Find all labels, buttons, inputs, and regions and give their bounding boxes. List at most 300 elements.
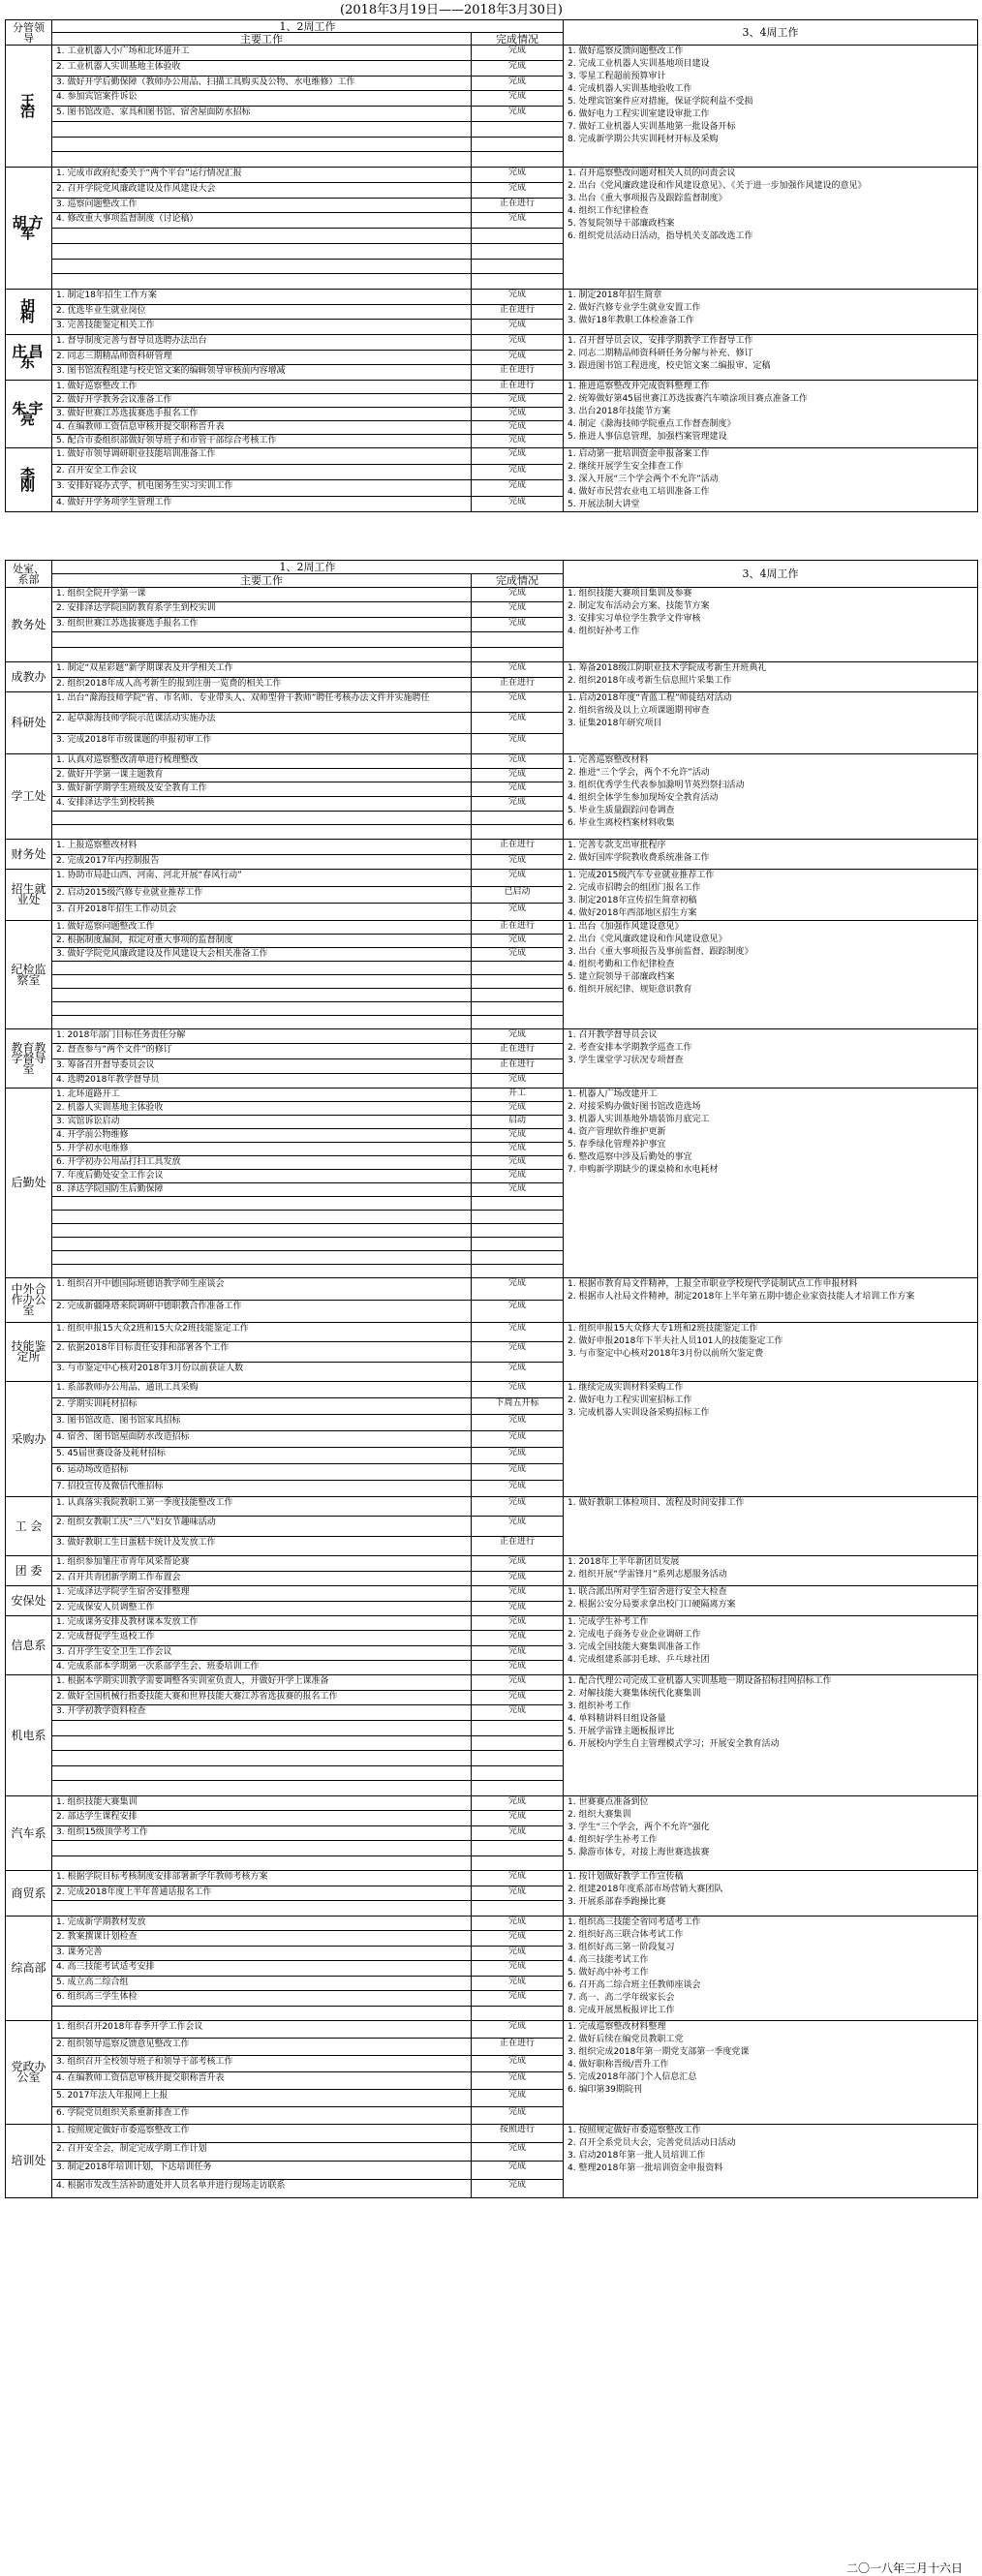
status-cell: 启动	[472, 1116, 564, 1129]
status-cell: 完成	[472, 935, 564, 948]
task-text: 2. 做好全国机械行指委技能大赛和世界技能大赛江苏省选拔赛的报名工作	[56, 1691, 338, 1702]
task-cell	[52, 886, 472, 904]
next-work-item: 1. 完成学生补考工作	[568, 1617, 649, 1627]
task-cell	[52, 1586, 472, 1602]
task-text: 2. 组织女教职工庆“三八”妇女节趣味活动	[56, 1518, 216, 1528]
next-work-item: 5. 开展法制大讲堂	[568, 500, 640, 509]
task-text: 2. 召开安全会，制定完成学期工作计划	[56, 2144, 207, 2154]
task-cell	[52, 811, 472, 825]
task-cell	[52, 76, 472, 91]
status-cell: 完成	[472, 2021, 564, 2039]
task-text: 3. 与市鉴定中心核对2018年3月份以前获证人数	[56, 1363, 244, 1373]
next-work-item: 1. 配合代理公司完成工业机器人实训基地一期设备招标挂网招标工作	[568, 1676, 832, 1686]
status-cell: 完成	[472, 182, 564, 198]
next-work-item: 2. 做好国库学院教收费系统准备工作	[568, 853, 710, 863]
next-work-cell	[564, 754, 978, 840]
status-cell: 正在进行	[472, 840, 564, 855]
dept-name: 工 会	[6, 1497, 52, 1556]
status-cell: 正在进行	[472, 677, 564, 692]
next-work-item: 4. 高三技能考试工作	[568, 1955, 649, 1965]
task-text: 5. 开学初水电维修	[56, 1144, 129, 1153]
next-work-cell	[564, 1497, 978, 1556]
task-text: 4. 开学前公物维修	[56, 1130, 129, 1140]
task-text	[56, 1251, 467, 1264]
task-text: 3. 完善技能鉴定相关工作	[56, 321, 155, 331]
task-text: 3. 组织召开全校领导班子和领导干部考核工作	[56, 2056, 233, 2067]
task-cell	[52, 632, 472, 647]
task-cell	[52, 1720, 472, 1735]
task-cell	[52, 588, 472, 602]
status-cell: 完成	[472, 1917, 564, 1931]
task-cell	[52, 975, 472, 989]
task-cell	[52, 213, 472, 229]
status-cell: 正在进行	[472, 381, 564, 394]
task-cell	[52, 1089, 472, 1102]
task-text: 4. 高三技能考试适考安排	[56, 1962, 155, 1973]
next-work-cell	[564, 381, 978, 448]
status-cell: 完成	[472, 168, 564, 183]
task-text: 1. 组织召开2018年春季开学工作会议	[56, 2022, 203, 2032]
dept-name: 团 委	[6, 1556, 52, 1586]
next-work-item: 1. 召开巡察整改问题对相关人员的问责会议	[568, 169, 736, 178]
next-work-item: 2. 考查安排本学期教学巡查工作	[568, 1043, 692, 1053]
task-cell	[52, 121, 472, 137]
next-work-item: 3. 零星工程超前预算审计	[568, 72, 666, 81]
next-work-item: 2. 组织2018年成考新生信息照片采集工作	[568, 676, 732, 686]
task-text: 2. 完成保安人员调整工作	[56, 1602, 155, 1612]
dept-name: 信息系	[6, 1616, 52, 1675]
task-text: 2. 督查参与“两个文件”的修订	[56, 1045, 172, 1056]
dept-name: 培训处	[6, 2125, 52, 2198]
status-cell: 完成	[472, 602, 564, 617]
next-work-item: 5. 推进人事信息管理，加强档案管理建设	[568, 432, 727, 442]
task-text: 2. 完成新疆隆塔来院调研中德职教合作准备工作	[56, 1302, 242, 1311]
next-work-item: 6. 开展校内学生自主管理模式学习；开展安全教育活动	[568, 1739, 780, 1749]
status-cell	[472, 259, 564, 274]
status-cell: 完成	[472, 60, 564, 76]
next-work-item: 3. 启动2018年第一批人员培训工作	[568, 2151, 706, 2161]
task-cell	[52, 1497, 472, 1517]
status-cell: 完成	[472, 320, 564, 335]
task-text: 1. 制定18年招生工作方案	[56, 291, 157, 300]
dept-col-header: 处室、系部	[6, 561, 52, 588]
task-cell	[52, 152, 472, 168]
task-cell	[52, 602, 472, 617]
task-cell	[52, 1841, 472, 1855]
task-cell	[52, 989, 472, 1002]
task-cell	[52, 1781, 472, 1796]
task-text: 2. 学期实训耗材招标	[56, 1399, 138, 1409]
next-work-item: 5. 建立院领导干部廉政档案	[568, 972, 675, 982]
next-work-item: 5. 做好高中补考工作	[568, 1968, 649, 1978]
status-cell	[472, 243, 564, 259]
task-text: 1. 督导制度完善与督导员选聘办法出台	[56, 336, 207, 346]
task-text: 5. 2017年法人年报网上上报	[56, 2091, 169, 2101]
task-cell	[52, 677, 472, 692]
task-cell	[52, 1448, 472, 1464]
status-cell: 正在进行	[472, 198, 564, 213]
task-cell	[52, 904, 472, 921]
next-work-item: 3. 完成全国技能大赛集训准备工作	[568, 1642, 701, 1652]
week12-header: 1、2周工作	[52, 20, 564, 33]
next-work-cell	[564, 1278, 978, 1323]
task-text: 5. 45届世赛设备及耗材招标	[56, 1449, 166, 1458]
task-text	[56, 1736, 467, 1749]
week34-header-2: 3、4周工作	[564, 561, 978, 588]
next-work-item: 1. 继续完成实训材料采购工作	[568, 1383, 684, 1393]
task-cell	[52, 290, 472, 305]
status-cell: 正在进行	[472, 1536, 564, 1555]
task-cell	[52, 421, 472, 435]
task-text: 2. 做好开学第一课主题教育	[56, 769, 164, 780]
next-work-item: 2. 组织开展“学雷锋月”系列志愿服务活动	[568, 1570, 727, 1579]
task-cell	[52, 1044, 472, 1058]
next-work-item: 2. 完成工业机器人实训基地项目建设	[568, 59, 710, 69]
status-cell: 完成	[472, 1931, 564, 1946]
next-work-item: 7. 申购新学期缺少的课桌椅和水电耗材	[568, 1165, 719, 1175]
task-text	[56, 1211, 467, 1223]
date-range: (2018年3月19日——2018年3月30日)	[340, 3, 563, 17]
next-work-item: 3. 做好18年教职工体检准备工作	[568, 316, 694, 325]
task-cell	[52, 2180, 472, 2198]
task-text	[56, 244, 467, 257]
task-text: 1. 北环道路开工	[56, 1089, 120, 1099]
status-cell: 完成	[472, 2180, 564, 2198]
task-text: 1. 认真对巡察整改清单进行梳理整改	[56, 755, 199, 765]
status-cell: 完成	[472, 2055, 564, 2072]
next-work-cell	[564, 1029, 978, 1089]
next-work-item: 4. 单料精讲料目组设备量	[568, 1714, 666, 1724]
next-work-cell	[564, 1382, 978, 1497]
task-cell	[52, 496, 472, 512]
leader-name: 胡方军	[6, 168, 52, 290]
next-work-item: 1. 做好教职工体检项目、流程及时间安排工作	[568, 1498, 745, 1508]
task-cell	[52, 840, 472, 855]
task-cell	[52, 350, 472, 365]
task-cell	[52, 1116, 472, 1129]
next-work-item: 8. 完成新学期公共实训耗材开标及采购	[568, 135, 719, 144]
next-work-item: 2. 做好后续在编党员教职工党	[568, 2035, 684, 2044]
next-work-item: 6. 组织党员活动日活动，指导机关支部改选工作	[568, 231, 753, 241]
status-cell: 完成	[472, 796, 564, 811]
task-text: 1. 组织申报15大众2班和15大众2班技能鉴定工作	[56, 1324, 249, 1334]
status-cell	[472, 1720, 564, 1735]
next-work-item: 4. 组织工作纪律检查	[568, 206, 649, 216]
status-cell: 完成	[472, 1886, 564, 1901]
task-text: 2. 召开安全工作会议	[56, 465, 138, 475]
status-cell: 正在进行	[472, 1044, 564, 1058]
task-text: 2. 部达学生课程安排	[56, 1812, 138, 1823]
next-work-item: 2. 对接采购办做好图书馆改造选场	[568, 1102, 701, 1112]
task-cell	[52, 2125, 472, 2143]
next-work-cell	[564, 1917, 978, 2021]
status-cell: 完成	[472, 2107, 564, 2125]
task-text: 2. 完成2018年度上半年普通话报名工作	[56, 1886, 212, 1897]
task-cell	[52, 1901, 472, 1917]
next-work-item: 1. 组织申报15大众修大专1班和2班技能鉴定工作	[568, 1324, 758, 1334]
table-row	[6, 754, 978, 769]
status-cell: 完成	[472, 1660, 564, 1674]
status-cell: 完成	[472, 2143, 564, 2162]
dept-name: 教务处	[6, 588, 52, 662]
task-cell	[52, 1796, 472, 1811]
next-work-item: 8. 完成开展黑板报评比工作	[568, 2006, 675, 2015]
task-cell	[52, 1961, 472, 1976]
status-cell: 完成	[472, 1571, 564, 1586]
table-row	[6, 46, 978, 61]
status-cell: 完成	[472, 2090, 564, 2107]
status-cell: 完成	[472, 1796, 564, 1811]
next-work-cell	[564, 692, 978, 754]
status-cell	[472, 975, 564, 989]
task-cell	[52, 2090, 472, 2107]
next-work-item: 4. 完成机器人实训基地验收工作	[568, 84, 692, 94]
status-cell: 完成	[472, 1415, 564, 1431]
task-text: 1. 制定“双星彩题”新学期课表及开学相关工作	[56, 663, 233, 673]
next-work-item: 1. 根据市教育局文件精神，上报全市职业学校现代学徒制试点工作申报材料	[568, 1279, 858, 1289]
task-text: 2. 完成2017年内控制报告	[56, 855, 160, 866]
table-row	[6, 1675, 978, 1691]
task-text: 2. 机器人实训基地主体验收	[56, 1103, 164, 1113]
task-text: 2. 根据制度漏洞，拟定对重大事项的监督制度	[56, 935, 233, 945]
task-cell	[52, 1464, 472, 1481]
task-text	[56, 1841, 467, 1854]
task-text	[56, 1721, 467, 1733]
task-cell	[52, 2143, 472, 2162]
task-cell	[52, 921, 472, 935]
task-cell	[52, 1301, 472, 1323]
next-work-item: 2. 推进“三个学会，两个不允许”活动	[568, 768, 710, 778]
next-work-item: 4. 组织考勤和工作纪律检查	[568, 960, 675, 969]
status-cell: 完成	[472, 394, 564, 408]
next-work-item: 2. 同志二期精品师资科研任务分解与补充、修订	[568, 349, 753, 358]
next-work-item: 3. 跟进图书馆工程进度，校史馆文案二编报审、定稿	[568, 361, 771, 371]
next-work-item: 2. 组织好高三联合体考试工作	[568, 1930, 684, 1940]
task-text: 3. 做好开学后勤保障（教师办公用品、扫描工具购买及公物、水电维修）工作	[56, 77, 355, 87]
status-cell: 完成	[472, 1301, 564, 1323]
next-work-item: 4. 做好2018年西部地区招生方案	[568, 908, 697, 918]
status-cell	[472, 229, 564, 244]
task-text: 1. 组织技能大赛集训	[56, 1797, 138, 1807]
status-cell: 正在进行	[472, 1058, 564, 1073]
status-cell: 完成	[472, 1323, 564, 1342]
task-cell	[52, 1170, 472, 1183]
status-cell	[472, 1251, 564, 1265]
task-text: 2. 安排泽达学院国防教育系学生到校实训	[56, 603, 216, 614]
next-work-cell	[564, 1323, 978, 1382]
next-work-item: 3. 安排实习单位学生教学文件审核	[568, 614, 701, 624]
status-cell: 完成	[472, 1448, 564, 1464]
status-header-2: 完成情况	[472, 574, 564, 588]
task-text	[56, 1224, 467, 1237]
next-work-item: 3. 与市鉴定中心核对2018年3月份以前所欠鉴定费	[568, 1349, 764, 1359]
status-cell: 完成	[472, 1690, 564, 1705]
task-text: 6. 组织高三学生体检	[56, 1992, 138, 2003]
next-work-item: 1. 启动2018年度“青蓝工程”师徒结对活动	[568, 693, 732, 703]
task-cell	[52, 713, 472, 733]
next-work-item: 1. 完成2015级汽车专业就业推荐工作	[568, 871, 715, 880]
task-cell	[52, 464, 472, 480]
table-row	[6, 1556, 978, 1572]
task-cell	[52, 2038, 472, 2055]
task-cell	[52, 1855, 472, 1870]
task-cell	[52, 320, 472, 335]
task-text: 1. 按照规定做好市委巡察整改工作	[56, 2126, 190, 2135]
task-text: 3. 图书馆流程组建与校史馆文案的编辑领导审核前内容增减	[56, 366, 286, 377]
task-cell	[52, 1362, 472, 1381]
next-work-cell	[564, 840, 978, 870]
next-work-cell	[564, 588, 978, 662]
task-text: 3. 宾馆诉讼启动	[56, 1117, 120, 1126]
next-work-cell	[564, 168, 978, 290]
task-text: 1. 完成市政府纪委关于“两个平台”运行情况汇报	[56, 169, 242, 178]
task-cell	[52, 1601, 472, 1616]
task-text: 1. 根据学院目标考核制度安排部署新学年教师考核方案	[56, 1872, 268, 1882]
table-row	[6, 588, 978, 602]
status-cell: 已启动	[472, 886, 564, 904]
task-cell	[52, 274, 472, 290]
table-row	[6, 1382, 978, 1398]
task-text	[56, 2007, 467, 2019]
task-cell	[52, 948, 472, 962]
task-cell	[52, 448, 472, 465]
task-text: 4. 在编教师工资信息审核并提交职称晋升表	[56, 422, 225, 432]
task-text: 4. 完成系部本学期第一次系部学生会、班委培训工作	[56, 1661, 260, 1671]
next-work-item: 2. 根据公安分局要求拿出校门口硬隔离方案	[568, 1600, 736, 1610]
task-text	[56, 138, 467, 150]
task-cell	[52, 2107, 472, 2125]
task-cell	[52, 1660, 472, 1674]
next-work-item: 6. 编印第39期院刊	[568, 2085, 642, 2095]
status-cell	[472, 274, 564, 290]
status-cell: 完成	[472, 904, 564, 921]
next-work-item: 2. 出台《党风廉政建设和作风建设意见》	[568, 935, 727, 944]
next-work-item: 5. 开展学雷锋主题板报评比	[568, 1727, 675, 1736]
table-row	[6, 335, 978, 351]
dept-name: 成教办	[6, 662, 52, 692]
task-text: 2. 组织2018年成人高考新生的报到注册一览费的相关工作	[56, 678, 282, 689]
next-work-item: 5. 毕业生质量跟踪问卷调查	[568, 806, 675, 815]
status-cell: 完成	[472, 1811, 564, 1825]
task-text: 5. 图书馆改造、家具和图书馆、宿舍屋面防水招标	[56, 107, 251, 117]
status-cell: 完成	[472, 213, 564, 229]
table-row	[6, 1323, 978, 1342]
status-cell: 完成	[472, 435, 564, 448]
next-work-item: 5. 滁游市体专，对接上海世赛选拔赛	[568, 1848, 710, 1857]
next-work-item: 1. 做好巡察反馈问题整改工作	[568, 46, 684, 56]
task-text: 3. 巡察问题整改工作	[56, 199, 138, 209]
next-work-cell	[564, 2125, 978, 2198]
task-text: 5. 配合市委组织部做好领导班子和市管干部综合考核工作	[56, 436, 277, 445]
task-cell	[52, 1976, 472, 1990]
next-work-item: 2. 统筹做好第45届世赛江苏选拔赛汽车喷涂项目赛点准备工作	[568, 394, 808, 404]
task-text: 2. 起草滁海技师学院示范课活动实施办法	[56, 714, 216, 724]
next-work-cell	[564, 662, 978, 692]
task-text: 2. 同志三期精品师资科研管理	[56, 351, 172, 361]
task-text: 1. 系部教师办公用品、通讯工具采购	[56, 1383, 199, 1393]
task-text: 4. 宿舍、图书馆屋面防水改造招标	[56, 1432, 190, 1442]
status-cell: 完成	[472, 76, 564, 91]
status-cell: 完成	[472, 733, 564, 753]
status-cell	[472, 137, 564, 152]
task-text	[56, 1766, 467, 1779]
task-cell	[52, 1991, 472, 2006]
task-cell	[52, 1238, 472, 1251]
next-work-item: 6. 组织开展纪律、规矩意识教育	[568, 985, 692, 995]
task-cell	[52, 1415, 472, 1431]
status-cell: 完成	[472, 290, 564, 305]
status-cell	[472, 1751, 564, 1766]
task-cell	[52, 2021, 472, 2039]
next-work-cell	[564, 1556, 978, 1586]
task-text: 3. 召开2018年招生工作动员会	[56, 905, 177, 915]
status-cell: 正在进行	[472, 2038, 564, 2055]
dept-rows	[6, 588, 978, 2198]
task-cell	[52, 365, 472, 381]
status-cell	[472, 152, 564, 168]
next-work-item: 2. 做好申报2018年下半夫社人员101人的技能鉴定工作	[568, 1336, 783, 1346]
task-text: 1. 组织参加雏庄市青年风采帮论赛	[56, 1557, 190, 1567]
task-cell	[52, 259, 472, 274]
next-work-item: 1. 完成巡察整改材料整理	[568, 2022, 666, 2032]
task-cell	[52, 1342, 472, 1362]
leader-col-header: 分管领导	[6, 20, 52, 46]
leader-name: 王 治	[6, 46, 52, 168]
task-cell	[52, 870, 472, 887]
status-cell	[472, 1002, 564, 1016]
status-header: 完成情况	[472, 33, 564, 46]
task-cell	[52, 1143, 472, 1156]
dept-name: 综高部	[6, 1917, 52, 2021]
task-cell	[52, 1517, 472, 1536]
next-work-item: 6. 毕业生离校档案材料收集	[568, 818, 675, 828]
next-work-item: 1. 机器人广场改建开工	[568, 1089, 658, 1099]
leader-name: 胡 柯	[6, 290, 52, 335]
next-work-cell	[564, 448, 978, 512]
table-row	[6, 448, 978, 465]
task-cell	[52, 1931, 472, 1946]
table-row	[6, 1278, 978, 1301]
next-work-item: 1. 世赛赛点准备到位	[568, 1797, 649, 1807]
next-work-item: 6. 做好电力工程实训室建设审批工作	[568, 109, 710, 119]
task-cell	[52, 1265, 472, 1278]
task-cell	[52, 1735, 472, 1751]
status-cell: 按照进行	[472, 2125, 564, 2143]
table-row	[6, 1089, 978, 1102]
task-text	[56, 648, 467, 660]
task-cell	[52, 1917, 472, 1931]
table-row	[6, 1029, 978, 1044]
status-cell: 完成	[472, 1586, 564, 1602]
task-cell	[52, 768, 472, 782]
status-cell: 完成	[472, 617, 564, 631]
next-work-item: 2. 制定发布活动会方案、技能节方案	[568, 601, 710, 611]
table-row	[6, 381, 978, 394]
task-text	[56, 1197, 467, 1210]
status-cell: 完成	[472, 480, 564, 497]
next-work-item: 1. 完善专款支出审批程序	[568, 841, 666, 850]
next-work-item: 2. 出台《党风廉政建设和作风建设意见》、《关于进一步加强作风建设的意见》	[568, 181, 867, 191]
status-cell: 完成	[472, 1556, 564, 1572]
next-work-item: 6. 整改巡察中涉及后勤处的事宜	[568, 1152, 692, 1162]
task-cell	[52, 1278, 472, 1301]
task-cell	[52, 46, 472, 61]
task-text: 3. 做好教职工生日蛋糕卡统计及发放工作	[56, 1537, 216, 1548]
status-cell: 完成	[472, 91, 564, 107]
task-cell	[52, 854, 472, 870]
status-cell: 完成	[472, 854, 564, 870]
next-work-item: 2. 完成市招聘会的组团门报名工作	[568, 883, 701, 893]
